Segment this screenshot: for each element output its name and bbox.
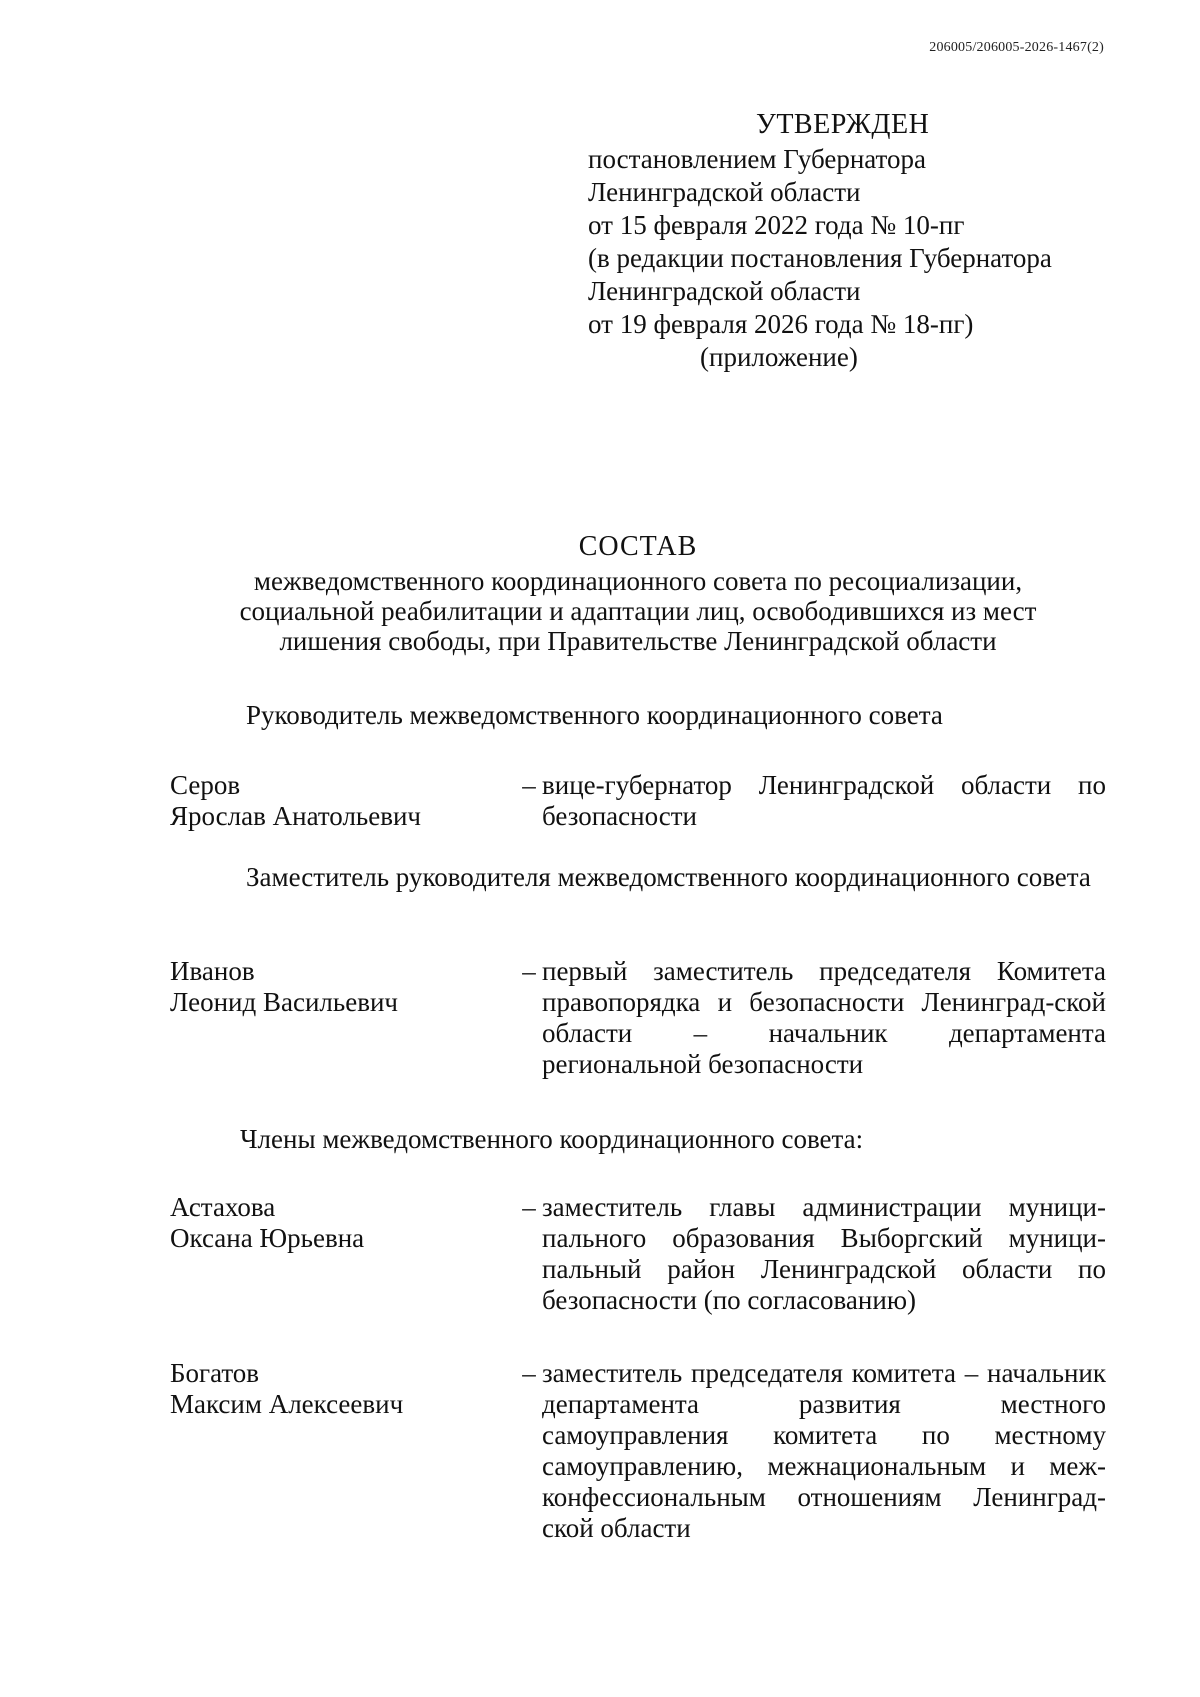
composition-subtitle-line: лишения свободы, при Правительстве Ленинградской области: [279, 626, 997, 656]
dash: –: [522, 956, 536, 986]
member-role: вице-губернатор Ленинградской области по безопасности: [542, 770, 1106, 831]
approval-line: от 15 февраля 2022 года № 10-пг: [588, 210, 965, 240]
member-entry: [170, 956, 1106, 1080]
composition-title-block: [170, 532, 1106, 656]
registration-number: 206005/206005-2026-1467(2): [929, 40, 1104, 55]
dash: –: [522, 1192, 536, 1222]
member-given-names: Ярослав Анатольевич: [170, 801, 421, 831]
member-surname: Иванов: [170, 956, 255, 986]
approval-title: УТВЕРЖДЕН: [756, 109, 930, 140]
member-name: [170, 770, 516, 832]
member-entry: [170, 1358, 1106, 1544]
member-entry: [170, 1192, 1106, 1316]
approval-line: Ленинградской области: [588, 177, 861, 207]
approval-line: постановлением Губернатора: [588, 144, 926, 174]
section-members: Члены межведомственного координационного совета:: [240, 1124, 864, 1154]
dash: –: [522, 1358, 536, 1388]
section-head: Руководитель межведомственного координационного совета: [246, 700, 943, 730]
member-entry: [170, 770, 1106, 832]
member-surname: Серов: [170, 770, 241, 800]
approval-line: (в редакции постановления Губернатора: [588, 243, 1052, 273]
member-role: первый заместитель председателя Комитета правопорядка и безопасности Ленинград-ской области – начальник департамента региональной безопасности: [542, 956, 1106, 1079]
member-role: заместитель главы администрации муници-пального образования Выборгский муници-пальный район Ленинградской области по безопасности (по согласованию): [542, 1192, 1106, 1315]
member-name: [170, 1358, 516, 1544]
approval-line: Ленинградской области: [588, 276, 861, 306]
dash: –: [522, 770, 536, 800]
approval-appendix: (приложение): [700, 342, 858, 372]
member-name: [170, 956, 516, 1080]
member-name: [170, 1192, 516, 1316]
member-surname: Астахова: [170, 1192, 276, 1222]
member-surname: Богатов: [170, 1358, 260, 1388]
section-deputy: Заместитель руководителя межведомственного координационного совета: [246, 862, 1091, 892]
approval-line: от 19 февраля 2026 года № 18-пг): [588, 309, 974, 339]
member-given-names: Леонид Васильевич: [170, 987, 398, 1017]
composition-subtitle-line: межведомственного координационного совета по ресоциализации,: [253, 566, 1023, 596]
approval-block: [588, 108, 1108, 374]
composition-heading: СОСТАВ: [578, 531, 698, 562]
composition-subtitle-line: социальной реабилитации и адаптации лиц, освободившихся из мест: [239, 596, 1037, 626]
member-given-names: Оксана Юрьевна: [170, 1223, 365, 1253]
member-given-names: Максим Алексеевич: [170, 1389, 404, 1419]
member-role: заместитель председателя комитета – начальник департамента развития местного самоуправления комитета по местному самоуправлению, межнациональным и меж-конфессиональным отношениям Ленинград-ской области: [542, 1358, 1106, 1543]
